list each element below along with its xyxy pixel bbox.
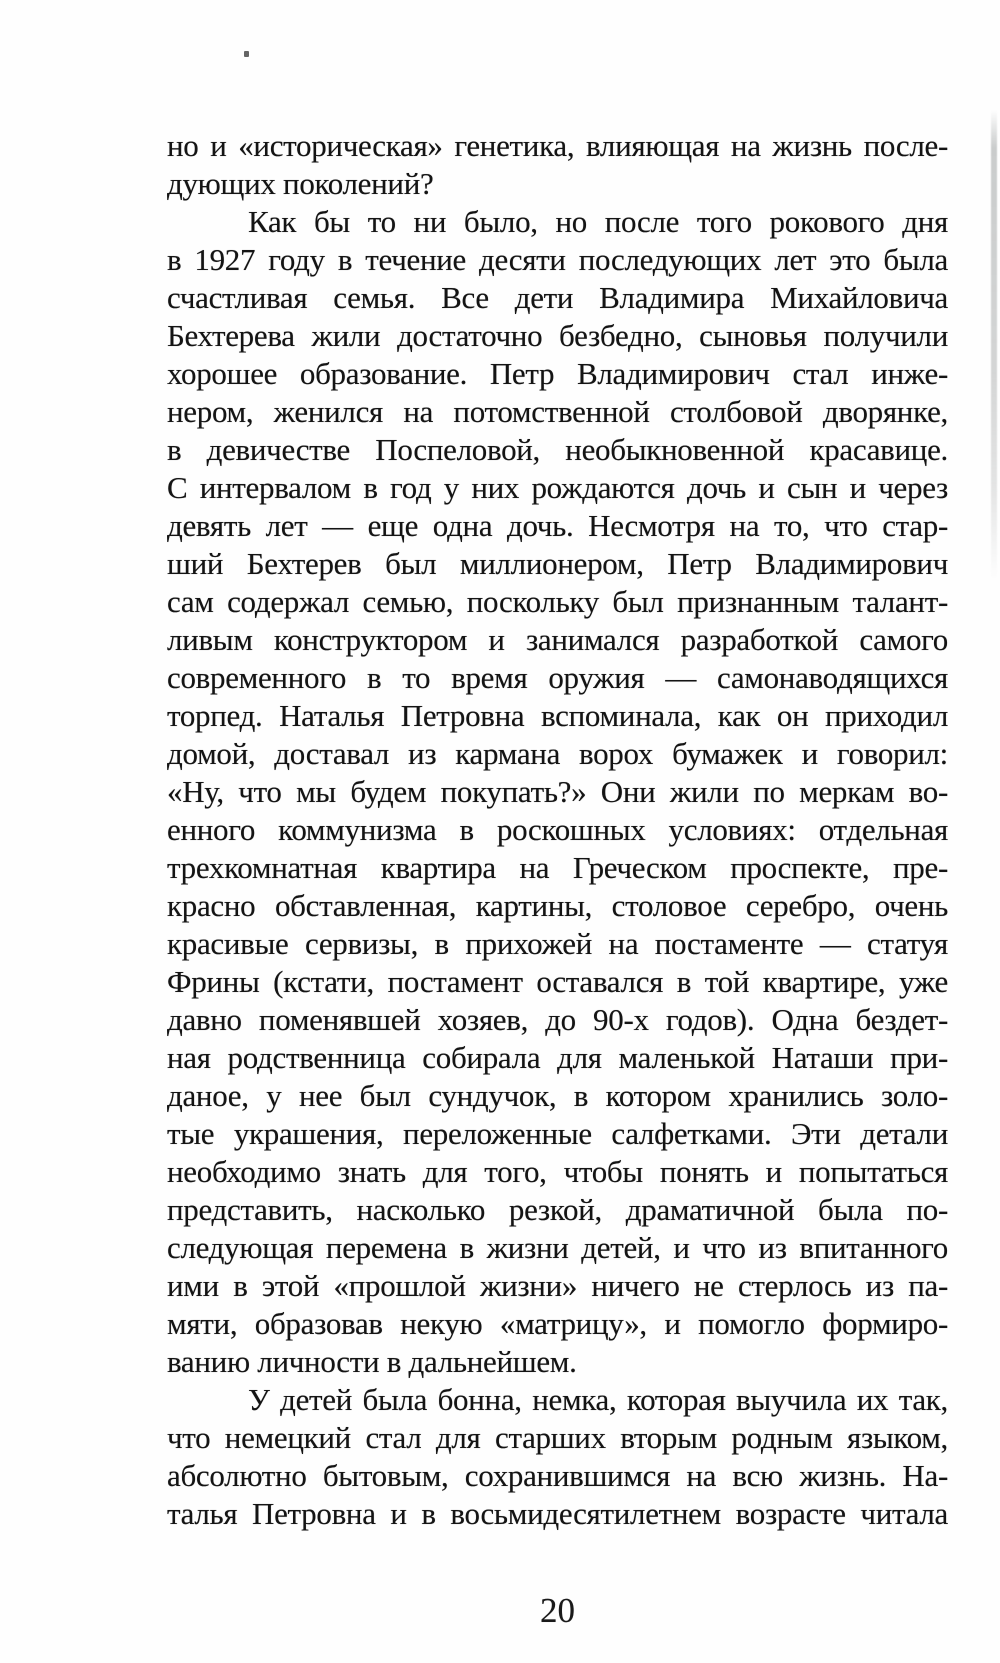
text-line: талья Петровна и в восьмидесятилетнем возрасте читала xyxy=(167,1496,948,1531)
text-line: но и «историческая» генетика, влияющая на жизнь после- xyxy=(167,128,948,163)
text-line: С интервалом в год у них рождаются дочь и сын и через xyxy=(167,470,948,505)
text-line: нером, женился на потомственной столбовой дворянке, xyxy=(167,394,948,429)
text-line: дующих поколений? xyxy=(167,166,434,201)
text-line: счастливая семья. Все дети Владимира Михайловича xyxy=(167,280,948,315)
text-line: мяти, образовав некую «матрицу», и помогло формиро- xyxy=(167,1306,948,1341)
text-line: ими в этой «прошлой жизни» ничего не стерлось из па- xyxy=(167,1268,948,1303)
text-line: следующая перемена в жизни детей, и что из впитанного xyxy=(167,1230,948,1265)
page-number: 20 xyxy=(540,1591,575,1630)
text-line: «Ну, что мы будем покупать?» Они жили по меркам во- xyxy=(167,774,948,809)
text-line: девять лет — еще одна дочь. Несмотря на то, что стар- xyxy=(167,508,948,543)
text-line: красивые сервизы, в прихожей на постаменте — статуя xyxy=(167,926,948,961)
text-line: даное, у нее был сундучок, в котором хранились золо- xyxy=(167,1078,948,1113)
text-line: ванию личности в дальнейшем. xyxy=(167,1344,577,1379)
scan-edge-artifact xyxy=(991,110,997,580)
text-line: давно поменявшей хозяев, до 90-х годов). Одна бездет- xyxy=(167,1002,948,1037)
text-line: хорошее образование. Петр Владимирович стал инже- xyxy=(167,356,948,391)
text-line: ная родственница собирала для маленькой Наташи при- xyxy=(167,1040,948,1075)
text-line: в 1927 году в течение десяти последующих лет это была xyxy=(167,242,948,277)
text-line: ший Бехтерев был миллионером, Петр Владимирович xyxy=(167,546,948,581)
text-line: в девичестве Поспеловой, необыкновенной красавице. xyxy=(167,432,948,467)
text-line: ливым конструктором и занимался разработкой самого xyxy=(167,622,948,657)
text-line: что немецкий стал для старших вторым родным языком, xyxy=(167,1420,948,1455)
ink-speck-artifact xyxy=(244,51,249,57)
text-line: Как бы то ни было, но после того рокового дня xyxy=(248,204,948,239)
text-line: тые украшения, переложенные салфетками. Эти детали xyxy=(167,1116,948,1151)
text-line: У детей была бонна, немка, которая выучила их так, xyxy=(248,1382,948,1417)
text-line: торпед. Наталья Петровна вспоминала, как он приходил xyxy=(167,698,948,733)
text-line: трехкомнатная квартира на Греческом проспекте, пре- xyxy=(167,850,948,885)
text-line: современного в то время оружия — самонаводящихся xyxy=(167,660,948,695)
text-line: необходимо знать для того, чтобы понять и попытаться xyxy=(167,1154,948,1189)
text-line: абсолютно бытовым, сохранившимся на всю жизнь. На- xyxy=(167,1458,948,1493)
text-line: Бехтерева жили достаточно безбедно, сыновья получили xyxy=(167,318,948,353)
body-text xyxy=(167,127,948,1533)
text-line: сам содержал семью, поскольку был признанным талант- xyxy=(167,584,948,619)
text-line: енного коммунизма в роскошных условиях: отдельная xyxy=(167,812,948,847)
text-line: красно обставленная, картины, столовое серебро, очень xyxy=(167,888,948,923)
text-line: домой, доставал из кармана ворох бумажек и говорил: xyxy=(167,736,948,771)
text-line: Фрины (кстати, постамент оставался в той квартире, уже xyxy=(167,964,948,999)
text-line: представить, насколько резкой, драматичной была по- xyxy=(167,1192,948,1227)
